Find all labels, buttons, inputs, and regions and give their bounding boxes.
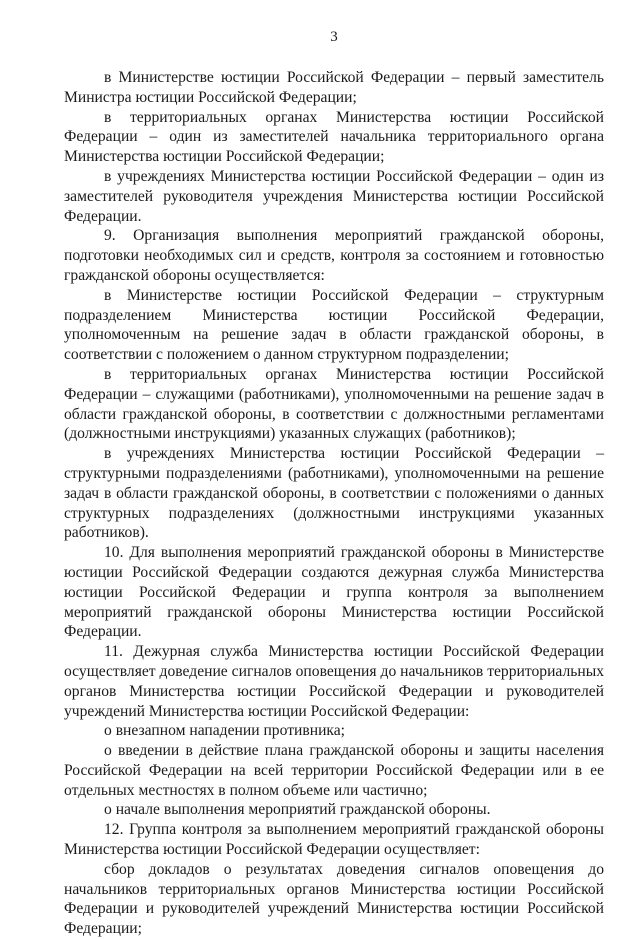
paragraph: в учреждениях Министерства юстиции Российской Федерации – один из заместителей руководителя учреждения Министерства юстиции Российской Федерации.: [64, 167, 604, 225]
paragraph: в учреждениях Министерства юстиции Российской Федерации – структурными подразделениями (работниками), уполномоченными на решение задач в области гражданской обороны, в соответствии с положениями о данных структурных подразделениях (должностными инструкциями указанных работников).: [64, 445, 604, 542]
paragraph: 9. Организация выполнения мероприятий гражданской обороны, подготовки необходимых сил и средств, контроля за состоянием и готовностью гражданской обороны осуществляется:: [64, 227, 604, 284]
paragraph: 11. Дежурная служба Министерства юстиции Российской Федерации осуществляет доведение сигналов оповещения до начальников территориальных органов Министерства юстиции Российской Федерации и руководителей учреждений Министерства юстиции Российской Федерации:: [64, 643, 604, 720]
paragraph: в Министерстве юстиции Российской Федерации – структурным подразделением Министерства юстиции Российской Федерации, уполномоченным на решение задач в области гражданской обороны, в соответствии с положением о данном структурном подразделении;: [64, 286, 604, 364]
paragraph: 12. Группа контроля за выполнением мероприятий гражданской обороны Министерства юстиции Российской Федерации осуществляет:: [64, 821, 604, 859]
paragraph: о введении в действие плана гражданской обороны и защиты населения Российской Федерации на всей территории Российской Федерации или в ее отдельных местностях в полном объеме или частично;: [64, 742, 604, 799]
paragraph: в территориальных органах Министерства юстиции Российской Федерации – служащими (работниками), уполномоченными на решение задач в области гражданской обороны, в соответствии с должностными регламентами (должностными инструкциями) указанных служащих (работников);: [64, 365, 604, 443]
paragraph: в Министерстве юстиции Российской Федерации – первый заместитель Министра юстиции Российской Федерации;: [64, 69, 604, 106]
paragraph: в территориальных органах Министерства юстиции Российской Федерации – один из заместителей начальника территориального органа Министерства юстиции Российской Федерации;: [64, 108, 604, 166]
paragraph: о внезапном нападении противника;: [104, 722, 346, 740]
paragraph: сбор докладов о результатах доведения сигналов оповещения до начальников территориальных органов Министерства юстиции Российской Федерации и руководителей учреждений Министерства юстиции Российской Федерации;: [64, 860, 604, 938]
document-body: [64, 68, 604, 939]
paragraph: 10. Для выполнения мероприятий гражданской обороны в Министерстве юстиции Российской Федерации создаются дежурная служба Министерства юстиции Российской Федерации и группа контроля за выполнением мероприятий гражданской обороны Министерства юстиции Российской Федерации.: [64, 544, 604, 641]
paragraph: о начале выполнения мероприятий гражданской обороны.: [104, 801, 491, 819]
page-number: 3: [330, 29, 338, 45]
